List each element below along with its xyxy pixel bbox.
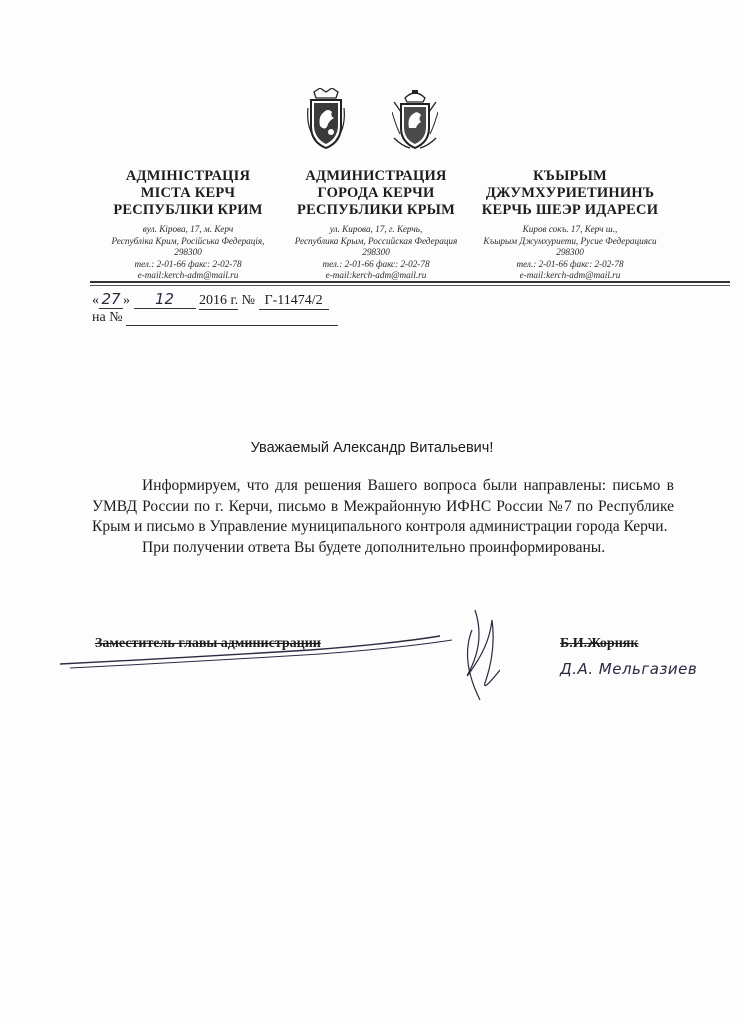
- signatory-printed-name: Б.И.Жорняк: [560, 636, 639, 651]
- ref-year: 2016 г.: [199, 293, 239, 308]
- letter-body: [92, 476, 674, 558]
- header-ukrainian: [83, 168, 293, 282]
- org-name-ukrainian: АДМІНІСТРАЦІЯ МІСТА КЕРЧ РЕСПУБЛІКИ КРИМ: [113, 168, 263, 218]
- signatory-handwritten-name: Д.А. Мельгазиев: [560, 660, 698, 678]
- reply-label: на №: [92, 310, 123, 325]
- kerch-coat-of-arms-icon: [392, 88, 438, 150]
- ref-month: 12: [134, 290, 196, 309]
- ref-number-label: №: [241, 293, 256, 308]
- ref-number: Г-11474/2: [259, 293, 329, 310]
- body-paragraph: При получении ответа Вы будете дополнительно проинформированы.: [142, 538, 606, 556]
- address-russian: ул. Кирова, 17, г. Керчь, Республика Крым, Российская Федерация 298300 тел.: 2-01-66 факс: 2-02-78 e-mail:kerch-adm@mail.ru: [294, 224, 458, 280]
- org-name-crimean-tatar: КЪЫРЫМ ДЖУМХУРИЕТИНИНЪ КЕРЧЬ ШЕЭР ИДАРЕСИ: [481, 168, 659, 218]
- greeting: Уважаемый Александр Витальевич!: [250, 440, 494, 456]
- handwritten-signature: [60, 600, 500, 710]
- header-russian: [271, 168, 481, 282]
- signatory-position: Заместитель главы администрации: [95, 636, 321, 651]
- address-ukrainian: вул. Кірова, 17, м. Керч Республіка Крим, Російська Федерація, 298300 тел.: 2-01-66 факс: 2-02-78 e-mail:kerch-adm@mail.ru: [111, 224, 265, 280]
- crimea-coat-of-arms-icon: [306, 88, 346, 150]
- ref-day: 27: [99, 290, 123, 309]
- header-divider-thin: [90, 285, 730, 286]
- outgoing-reference: « 27 » 12 2016 г. № Г-11474/2: [92, 290, 329, 310]
- address-crimean-tatar: Киров сокъ. 17, Керч ш., Къырым Джумхуриети, Русие Федерацияси 298300 тел.: 2-01-66 факс: 2-02-78 e-mail:kerch-adm@mail.ru: [483, 224, 657, 280]
- reply-number-blank: [126, 311, 338, 326]
- org-name-russian: АДМИНИСТРАЦИЯ ГОРОДА КЕРЧИ РЕСПУБЛИКИ КРЫМ: [297, 168, 455, 218]
- header-crimean-tatar: [465, 168, 675, 282]
- incoming-reference: [92, 310, 338, 326]
- header-divider-thick: [90, 281, 730, 283]
- body-paragraph: Информируем, что для решения Вашего вопроса были направлены: письмо в УМВД России по г. Керчи, письмо в Межрайонную ИФНС России №7 по Республике Крым и письмо в Управление муниципального контроля администрации города Керчи.: [92, 477, 674, 535]
